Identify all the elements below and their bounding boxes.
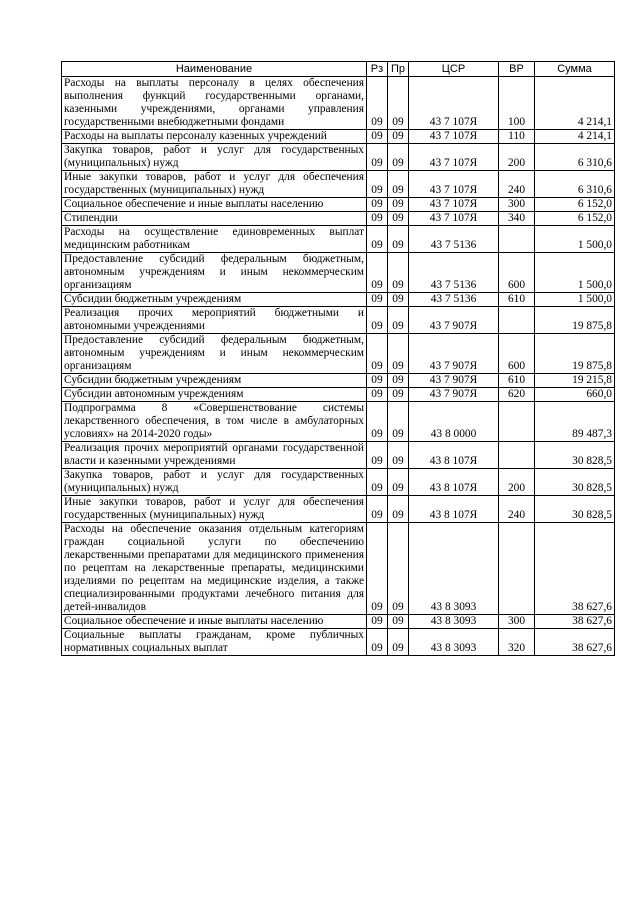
cell-csr: 43 8 107Я [409,496,499,523]
cell-sum: 4 214,1 [535,130,615,144]
cell-sum: 1 500,0 [535,253,615,293]
cell-name: Иные закупки товаров, работ и услуг для обеспечения государственных (муниципальных) нужд [62,171,367,198]
cell-csr: 43 8 3093 [409,615,499,629]
cell-vr: 240 [499,171,535,198]
header-sum: Сумма [535,62,615,77]
cell-csr: 43 7 5136 [409,226,499,253]
table-header-row [62,62,615,77]
cell-vr: 610 [499,374,535,388]
cell-csr: 43 7 5136 [409,293,499,307]
cell-vr: 300 [499,615,535,629]
cell-pr: 09 [388,615,409,629]
budget-table [61,61,615,656]
cell-csr: 43 7 107Я [409,212,499,226]
cell-sum: 6 310,6 [535,144,615,171]
cell-rz: 09 [367,77,388,130]
cell-pr: 09 [388,307,409,334]
cell-vr: 300 [499,198,535,212]
cell-pr: 09 [388,388,409,402]
cell-name: Субсидии бюджетным учреждениям [62,374,367,388]
cell-vr: 100 [499,77,535,130]
cell-csr: 43 8 0000 [409,402,499,442]
cell-pr: 09 [388,523,409,615]
cell-name: Закупка товаров, работ и услуг для государственных (муниципальных) нужд [62,144,367,171]
cell-csr: 43 7 907Я [409,374,499,388]
cell-sum: 19 215,8 [535,374,615,388]
header-name: Наименование [62,62,367,77]
cell-rz: 09 [367,523,388,615]
cell-name: Реализация прочих мероприятий органами государственной власти и казенными учреждениями [62,442,367,469]
cell-rz: 09 [367,198,388,212]
cell-vr: 340 [499,212,535,226]
cell-rz: 09 [367,402,388,442]
table-row [62,469,615,496]
cell-rz: 09 [367,374,388,388]
cell-name: Расходы на выплаты персоналу казенных учреждений [62,130,367,144]
cell-vr: 240 [499,496,535,523]
cell-pr: 09 [388,293,409,307]
cell-vr: 610 [499,293,535,307]
table-row [62,388,615,402]
cell-vr [499,226,535,253]
table-row [62,293,615,307]
cell-pr: 09 [388,629,409,656]
table-body [62,77,615,656]
cell-rz: 09 [367,469,388,496]
table-row [62,144,615,171]
cell-name: Стипендии [62,212,367,226]
cell-pr: 09 [388,212,409,226]
cell-pr: 09 [388,144,409,171]
cell-name: Иные закупки товаров, работ и услуг для обеспечения государственных (муниципальных) нужд [62,496,367,523]
header-pr: Пр [388,62,409,77]
table-row [62,212,615,226]
cell-sum: 19 875,8 [535,307,615,334]
cell-pr: 09 [388,171,409,198]
cell-vr: 200 [499,144,535,171]
cell-name: Социальное обеспечение и иные выплаты населению [62,615,367,629]
cell-name: Закупка товаров, работ и услуг для государственных (муниципальных) нужд [62,469,367,496]
cell-sum: 1 500,0 [535,293,615,307]
table-row [62,226,615,253]
cell-sum: 30 828,5 [535,469,615,496]
header-rz: Рз [367,62,388,77]
cell-rz: 09 [367,130,388,144]
cell-csr: 43 8 3093 [409,629,499,656]
table-row [62,402,615,442]
cell-rz: 09 [367,629,388,656]
cell-sum: 30 828,5 [535,496,615,523]
cell-sum: 38 627,6 [535,615,615,629]
cell-pr: 09 [388,253,409,293]
table-row [62,442,615,469]
cell-pr: 09 [388,496,409,523]
cell-csr: 43 7 107Я [409,171,499,198]
cell-rz: 09 [367,334,388,374]
table-row [62,307,615,334]
table-row [62,77,615,130]
cell-rz: 09 [367,144,388,171]
cell-pr: 09 [388,402,409,442]
cell-pr: 09 [388,442,409,469]
table-row [62,615,615,629]
cell-rz: 09 [367,293,388,307]
cell-pr: 09 [388,77,409,130]
cell-name: Реализация прочих мероприятий бюджетными и автономными учреждениями [62,307,367,334]
cell-rz: 09 [367,226,388,253]
cell-name: Расходы на выплаты персоналу в целях обеспечения выполнения функций государственными органами, казенными учреждениями, органами управления государственными внебюджетными фондами [62,77,367,130]
table-row [62,374,615,388]
cell-rz: 09 [367,212,388,226]
table-row [62,171,615,198]
header-vr: ВР [499,62,535,77]
cell-rz: 09 [367,442,388,469]
cell-csr: 43 7 5136 [409,253,499,293]
cell-sum: 1 500,0 [535,226,615,253]
cell-sum: 6 152,0 [535,198,615,212]
cell-pr: 09 [388,226,409,253]
cell-sum: 38 627,6 [535,523,615,615]
cell-sum: 6 310,6 [535,171,615,198]
cell-vr [499,402,535,442]
cell-pr: 09 [388,469,409,496]
cell-sum: 6 152,0 [535,212,615,226]
table-row [62,523,615,615]
cell-name: Субсидии автономным учреждениям [62,388,367,402]
cell-vr: 200 [499,469,535,496]
cell-sum: 660,0 [535,388,615,402]
cell-pr: 09 [388,334,409,374]
table-row [62,334,615,374]
cell-csr: 43 8 3093 [409,523,499,615]
cell-name: Предоставление субсидий федеральным бюджетным, автономным учреждениям и иным некоммерческим организациям [62,253,367,293]
cell-csr: 43 7 107Я [409,198,499,212]
cell-name: Расходы на осуществление единовременных выплат медицинским работникам [62,226,367,253]
cell-vr [499,523,535,615]
table-row [62,629,615,656]
table-row [62,198,615,212]
table-row [62,496,615,523]
cell-rz: 09 [367,171,388,198]
cell-vr: 320 [499,629,535,656]
cell-csr: 43 7 107Я [409,77,499,130]
cell-csr: 43 7 907Я [409,307,499,334]
table-row [62,130,615,144]
cell-name: Социальное обеспечение и иные выплаты населению [62,198,367,212]
cell-pr: 09 [388,374,409,388]
cell-sum: 30 828,5 [535,442,615,469]
cell-rz: 09 [367,496,388,523]
cell-csr: 43 8 107Я [409,469,499,496]
cell-csr: 43 7 907Я [409,334,499,374]
header-csr: ЦСР [409,62,499,77]
cell-name: Предоставление субсидий федеральным бюджетным, автономным учреждениям и иным некоммерческим организациям [62,334,367,374]
cell-vr: 600 [499,253,535,293]
cell-csr: 43 7 107Я [409,130,499,144]
cell-csr: 43 8 107Я [409,442,499,469]
cell-vr [499,442,535,469]
cell-name: Расходы на обеспечение оказания отдельным категориям граждан социальной услуги по обеспечению лекарственными препаратами для медицинского применения по рецептам на лекарственные препараты, медицинскими изделиями по рецептам на медицинские изделия, а также специализированными продуктами лечебного питания для детей-инвалидов [62,523,367,615]
cell-csr: 43 7 107Я [409,144,499,171]
cell-rz: 09 [367,615,388,629]
cell-sum: 89 487,3 [535,402,615,442]
cell-sum: 4 214,1 [535,77,615,130]
cell-vr: 110 [499,130,535,144]
cell-rz: 09 [367,253,388,293]
cell-sum: 19 875,8 [535,334,615,374]
cell-vr: 620 [499,388,535,402]
cell-pr: 09 [388,130,409,144]
cell-vr [499,307,535,334]
cell-rz: 09 [367,388,388,402]
cell-name: Социальные выплаты гражданам, кроме публичных нормативных социальных выплат [62,629,367,656]
cell-name: Подпрограмма 8 «Совершенствование системы лекарственного обеспечения, в том числе в амбулаторных условиях» на 2014-2020 годы» [62,402,367,442]
cell-pr: 09 [388,198,409,212]
cell-rz: 09 [367,307,388,334]
cell-name: Субсидии бюджетным учреждениям [62,293,367,307]
cell-vr: 600 [499,334,535,374]
cell-csr: 43 7 907Я [409,388,499,402]
table-row [62,253,615,293]
cell-sum: 38 627,6 [535,629,615,656]
